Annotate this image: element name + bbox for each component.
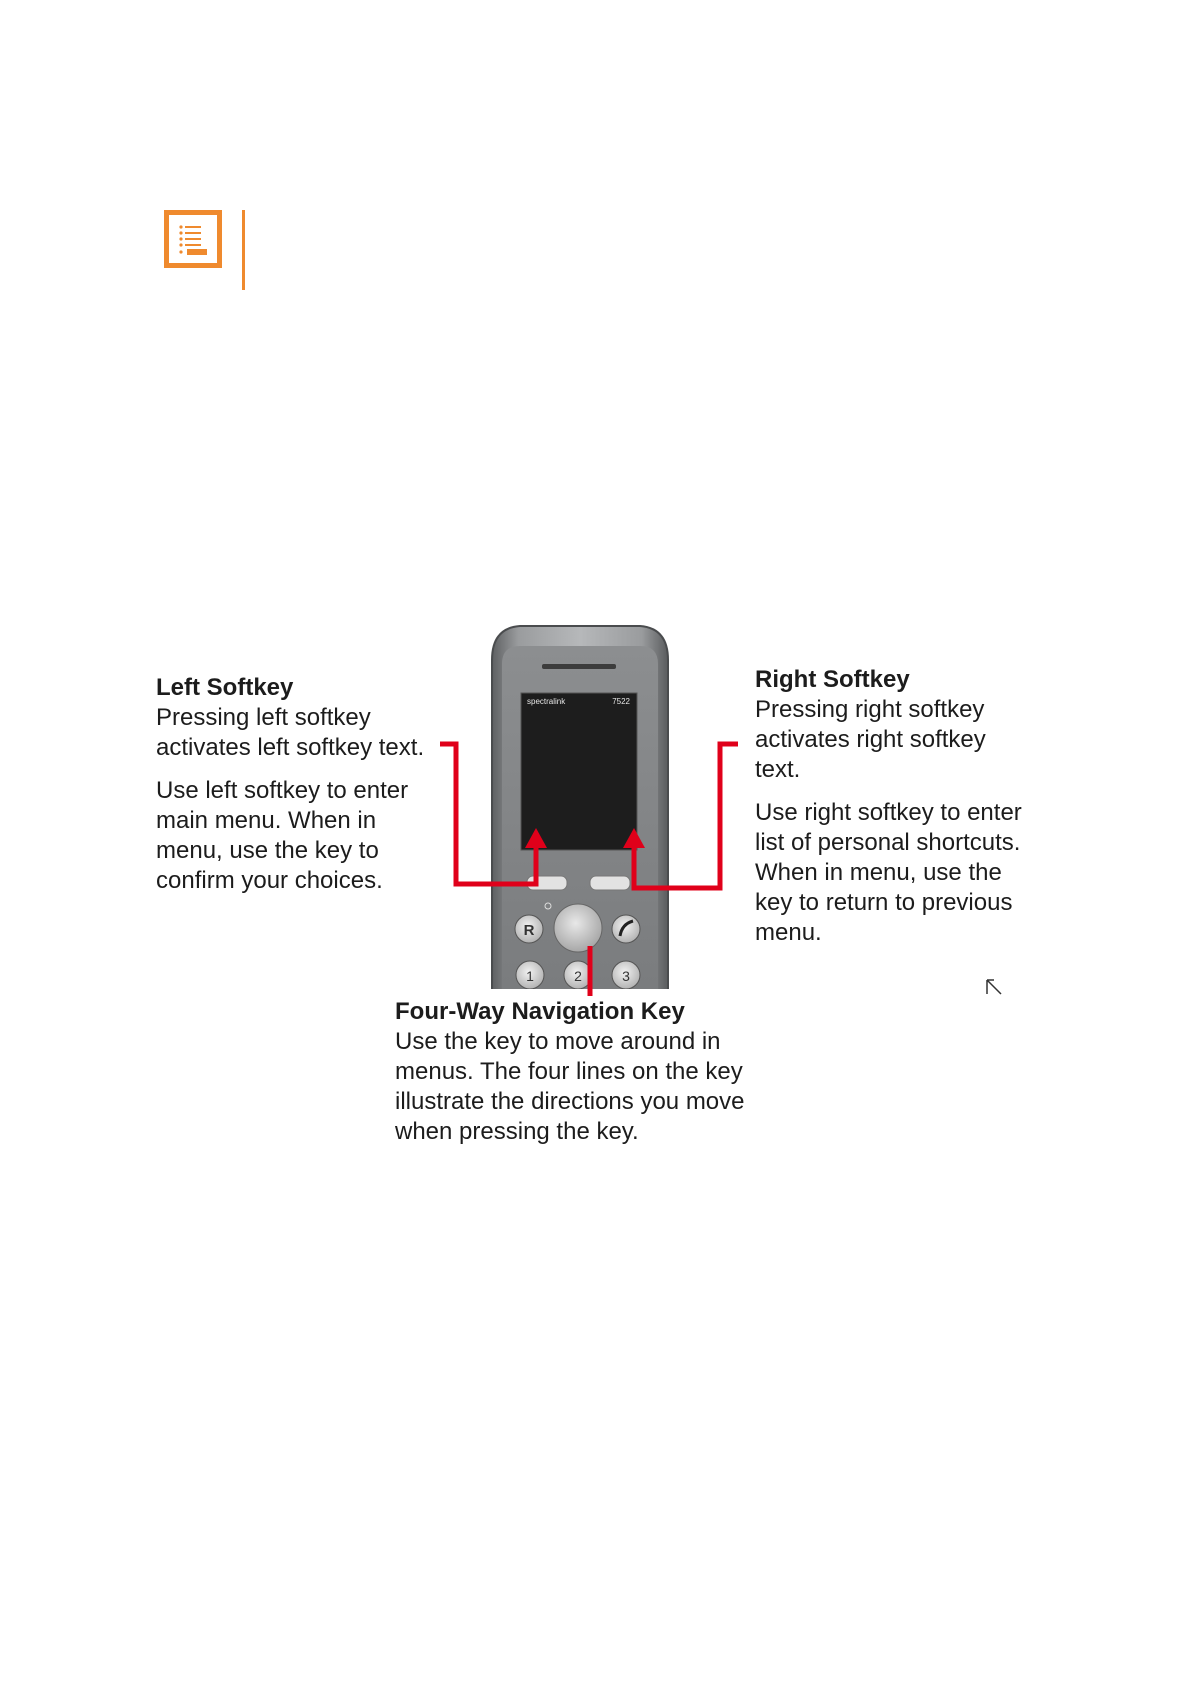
right-softkey-text-line: Use right softkey to enter bbox=[755, 799, 1022, 826]
nav-key-title: Four-Way Navigation Key bbox=[395, 998, 685, 1025]
nav-key-text-line: when pressing the key. bbox=[395, 1118, 639, 1145]
right-softkey-callout bbox=[755, 665, 1065, 948]
mouse-cursor-icon bbox=[985, 978, 1003, 1001]
left-softkey-text-line: confirm your choices. bbox=[156, 867, 383, 894]
nav-key-text-line: menus. The four lines on the key bbox=[395, 1058, 743, 1085]
right-softkey-text-line: menu. bbox=[755, 919, 822, 946]
right-softkey-button bbox=[590, 876, 630, 890]
phone-screen bbox=[521, 693, 637, 850]
right-softkey-text-line: activates right softkey bbox=[755, 726, 986, 753]
left-softkey-text-line: activates left softkey text. bbox=[156, 734, 425, 761]
right-softkey-title: Right Softkey bbox=[755, 666, 910, 693]
right-softkey-text-line: text. bbox=[755, 756, 801, 783]
left-softkey-text-line: Pressing left softkey bbox=[156, 704, 371, 731]
key-3-label: 3 bbox=[622, 968, 630, 984]
four-way-navigation-key bbox=[554, 904, 602, 952]
r-key-label: R bbox=[523, 922, 535, 939]
nav-key-text-line: illustrate the directions you move bbox=[395, 1088, 745, 1115]
left-softkey-text-line: menu, use the key to bbox=[156, 837, 379, 864]
left-softkey-text-line: main menu. When in bbox=[156, 807, 377, 834]
right-softkey-text-line: key to return to previous bbox=[755, 889, 1013, 916]
phone-brand: spectralink bbox=[527, 697, 566, 706]
nav-key-text-line: Use the key to move around in bbox=[395, 1028, 721, 1055]
right-softkey-text-line: Pressing right softkey bbox=[755, 696, 985, 723]
key-1-label: 1 bbox=[526, 968, 534, 984]
nav-key-callout bbox=[395, 997, 795, 1147]
left-softkey-title: Left Softkey bbox=[156, 674, 294, 701]
call-key bbox=[612, 915, 640, 943]
key-2-label: 2 bbox=[574, 968, 582, 984]
phone-model: 7522 bbox=[612, 697, 630, 706]
right-softkey-text-line: When in menu, use the bbox=[755, 859, 1002, 886]
phone-earpiece bbox=[542, 664, 616, 669]
right-softkey-text-line: list of personal shortcuts. bbox=[755, 829, 1021, 856]
left-softkey-callout bbox=[156, 673, 456, 896]
left-softkey-text-line: Use left softkey to enter bbox=[156, 777, 409, 804]
